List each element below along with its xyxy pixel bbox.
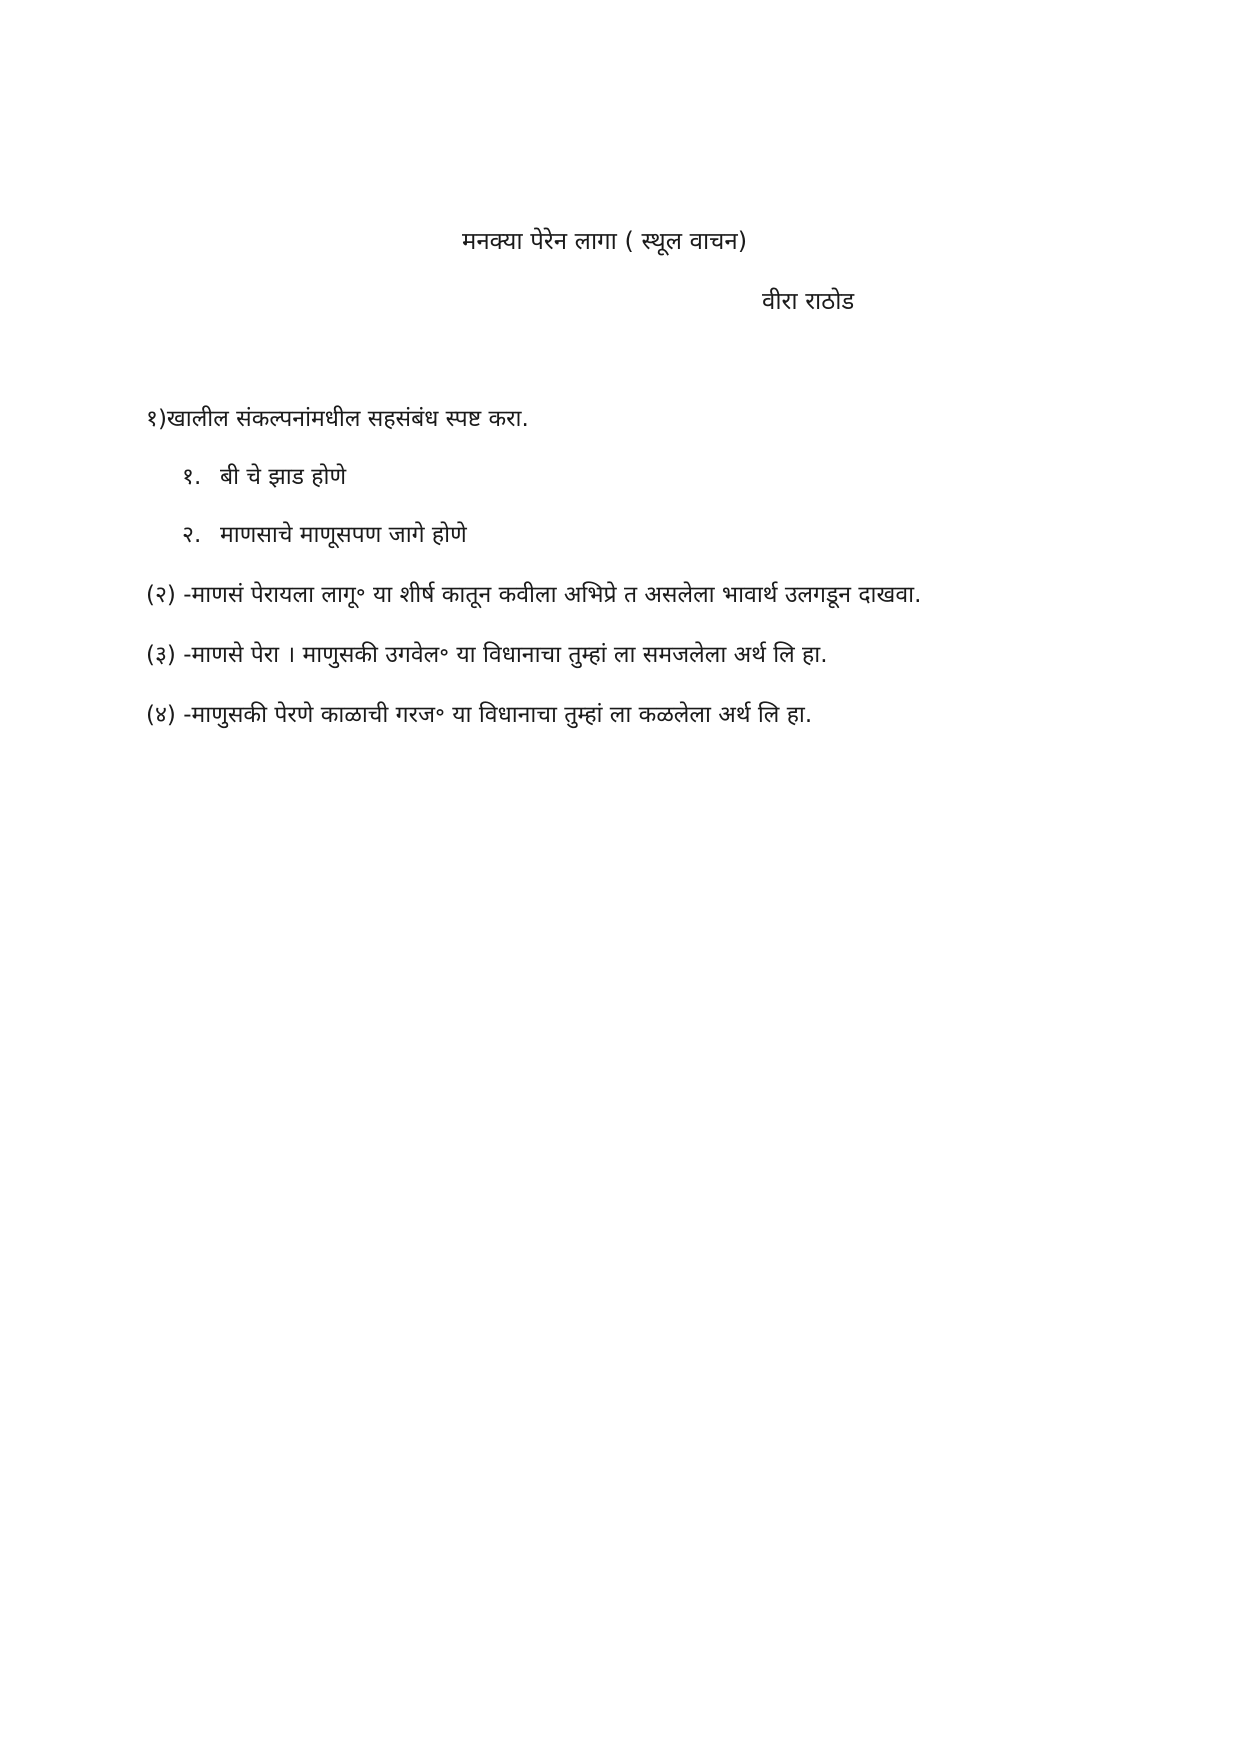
sub-item-number: १. xyxy=(182,464,202,490)
question-3: (३) -माणसे पेरा । माणुसकी उगवेल॰ या विधानाचा तुम्हां ला समजलेला अर्थ लि हा. xyxy=(146,642,828,668)
sub-item-text: बी चे झाड होणे xyxy=(220,464,347,490)
document-title: मनक्या पेरेन लागा ( स्थूल वाचन) xyxy=(462,227,748,255)
question-1: १)खालील संकल्पनांमधील सहसंबंध स्पष्ट करा. xyxy=(146,406,529,432)
question-1-sub-item xyxy=(182,520,467,550)
author-name: वीरा राठोड xyxy=(762,287,855,315)
question-1-sub-item xyxy=(182,462,346,492)
question-4: (४) -माणुसकी पेरणे काळाची गरज॰ या विधानाचा तुम्हां ला कळलेला अर्थ लि हा. xyxy=(146,702,813,728)
sub-item-number: २. xyxy=(182,522,202,548)
question-2: (२) -माणसं पेरायला लागू॰ या शीर्ष कातून कवीला अभिप्रे त असलेला भावार्थ उलगडून दाखवा. xyxy=(146,582,922,608)
sub-item-text: माणसाचे माणूसपण जागे होणे xyxy=(220,522,467,548)
